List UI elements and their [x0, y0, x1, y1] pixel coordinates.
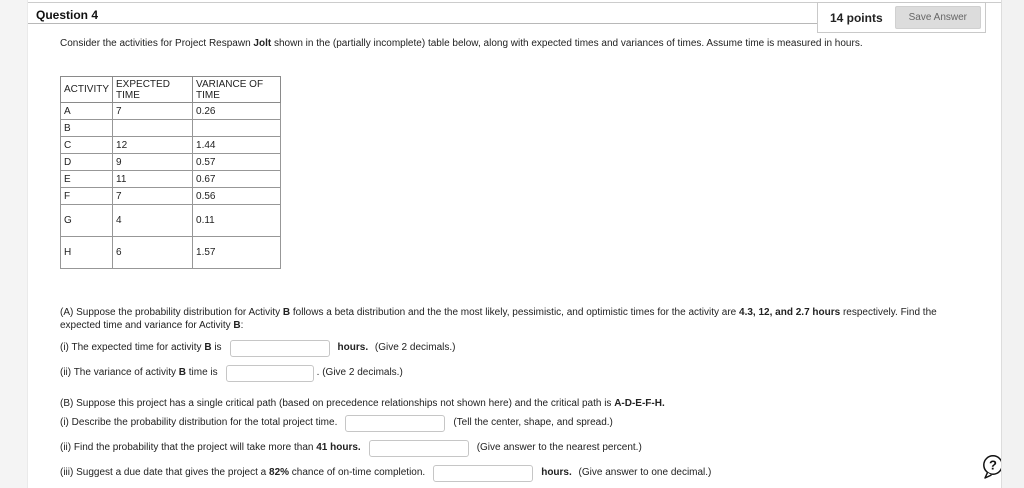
question-a-i — [60, 338, 965, 358]
part-a-text: follows a beta distribution and the the most likely, pessimistic, and optimistic times for the activity are — [290, 307, 740, 318]
activity-cell: C — [61, 137, 113, 154]
question-body — [28, 38, 1001, 483]
project-name: Jolt — [253, 38, 272, 49]
save-answer-button[interactable]: Save Answer — [895, 6, 981, 29]
activity-cell: F — [61, 188, 113, 205]
question-panel — [28, 2, 1001, 488]
question-text: (ii) The variance of activity — [60, 367, 179, 378]
question-text: (ii) Find the probability that the project will take more than — [60, 442, 317, 453]
part-a-text: (A) Suppose the probability distribution for Activity — [60, 307, 283, 318]
points-label: 14 points — [829, 10, 883, 25]
activity-cell: G — [61, 205, 113, 237]
activity-b-bold: B — [204, 342, 212, 353]
probability-41-hours-input[interactable] — [369, 440, 469, 457]
intro-text: Consider the activities for Project Respawn — [60, 38, 254, 49]
table-row — [61, 237, 281, 269]
question-text: (i) Describe the probability distribution for the total project time. — [60, 417, 338, 428]
table-row — [61, 171, 281, 188]
question-mark-glyph: ? — [989, 457, 997, 473]
variance-cell: 0.26 — [193, 103, 281, 120]
part-b-text: (B) Suppose this project has a single critical path (based on precedence relationships not shown here) and the critical path is — [60, 398, 615, 409]
distribution-description-input[interactable] — [345, 415, 445, 432]
title-divider — [28, 23, 858, 24]
variance-cell: 0.67 — [193, 171, 281, 188]
times-bold: 4.3, 12, and 2.7 hours — [739, 307, 841, 318]
hours-bold: hours. — [337, 342, 369, 353]
question-b-ii — [60, 438, 965, 458]
header-variance: VARIANCE OF TIME — [193, 77, 281, 103]
variance-cell: 0.11 — [193, 205, 281, 237]
question-b-i — [60, 413, 965, 433]
intro-text-cont: shown in the (partially incomplete) table below, along with expected times and variances of times. Assume time is measured in hours. — [271, 38, 863, 49]
activity-cell: H — [61, 237, 113, 269]
hint-text: (Give answer to one decimal.) — [575, 467, 712, 478]
table-row — [61, 120, 281, 137]
scrollbar-track[interactable] — [1001, 0, 1024, 488]
question-text: (iii) Suggest a due date that gives the project a — [60, 467, 270, 478]
question-a-ii — [60, 363, 965, 383]
expected-cell: 7 — [113, 103, 193, 120]
expected-cell: 12 — [113, 137, 193, 154]
points-box — [817, 2, 986, 33]
activity-b-bold: B — [282, 307, 291, 318]
question-title: Question 4 — [36, 8, 99, 22]
expected-cell: 4 — [113, 205, 193, 237]
question-text: chance of on-time completion. — [289, 467, 426, 478]
question-text: (i) The expected time for activity — [60, 342, 205, 353]
activity-table — [60, 76, 281, 269]
activity-b-bold: B — [178, 367, 186, 378]
hint-text: . (Give 2 decimals.) — [316, 367, 403, 378]
part-a-prompt — [60, 306, 965, 332]
activity-cell: A — [61, 103, 113, 120]
expected-cell: 11 — [113, 171, 193, 188]
variance-cell — [193, 120, 281, 137]
variance-cell: 0.57 — [193, 154, 281, 171]
expected-cell — [113, 120, 193, 137]
part-a-text: respectively. Find the expected time and variance for Activity — [60, 307, 937, 331]
header-expected-time: EXPECTED TIME — [113, 77, 193, 103]
activity-cell: D — [61, 154, 113, 171]
table-row — [61, 205, 281, 237]
table-row — [61, 154, 281, 171]
left-gutter — [0, 0, 28, 488]
hint-text: (Tell the center, shape, and spread.) — [453, 417, 613, 428]
part-b-prompt — [60, 397, 965, 410]
expected-time-b-input[interactable] — [230, 340, 330, 357]
table-header-row — [61, 77, 281, 103]
82-percent-bold: 82% — [269, 467, 290, 478]
variance-cell: 1.57 — [193, 237, 281, 269]
expected-cell: 6 — [113, 237, 193, 269]
question-text: time is — [185, 367, 218, 378]
table-row — [61, 188, 281, 205]
table-row — [61, 103, 281, 120]
hours-bold: hours. — [541, 467, 572, 478]
critical-path-bold: A-D-E-F-H. — [614, 398, 665, 409]
activity-cell: B — [61, 120, 113, 137]
question-text: is — [211, 342, 222, 353]
41-hours-bold: 41 hours. — [316, 442, 361, 453]
question-intro — [60, 38, 965, 50]
variance-cell: 0.56 — [193, 188, 281, 205]
activity-b-bold: B — [233, 320, 241, 331]
header-activity: ACTIVITY — [61, 77, 113, 103]
due-date-input[interactable] — [433, 465, 533, 482]
variance-b-input[interactable] — [226, 365, 314, 382]
hint-text: (Give answer to the nearest percent.) — [476, 442, 642, 453]
question-b-iii — [60, 463, 965, 483]
variance-cell: 1.44 — [193, 137, 281, 154]
activity-cell: E — [61, 171, 113, 188]
table-row — [61, 137, 281, 154]
part-a-text: : — [240, 320, 244, 331]
expected-cell: 7 — [113, 188, 193, 205]
expected-cell: 9 — [113, 154, 193, 171]
hint-text: (Give 2 decimals.) — [372, 342, 456, 353]
